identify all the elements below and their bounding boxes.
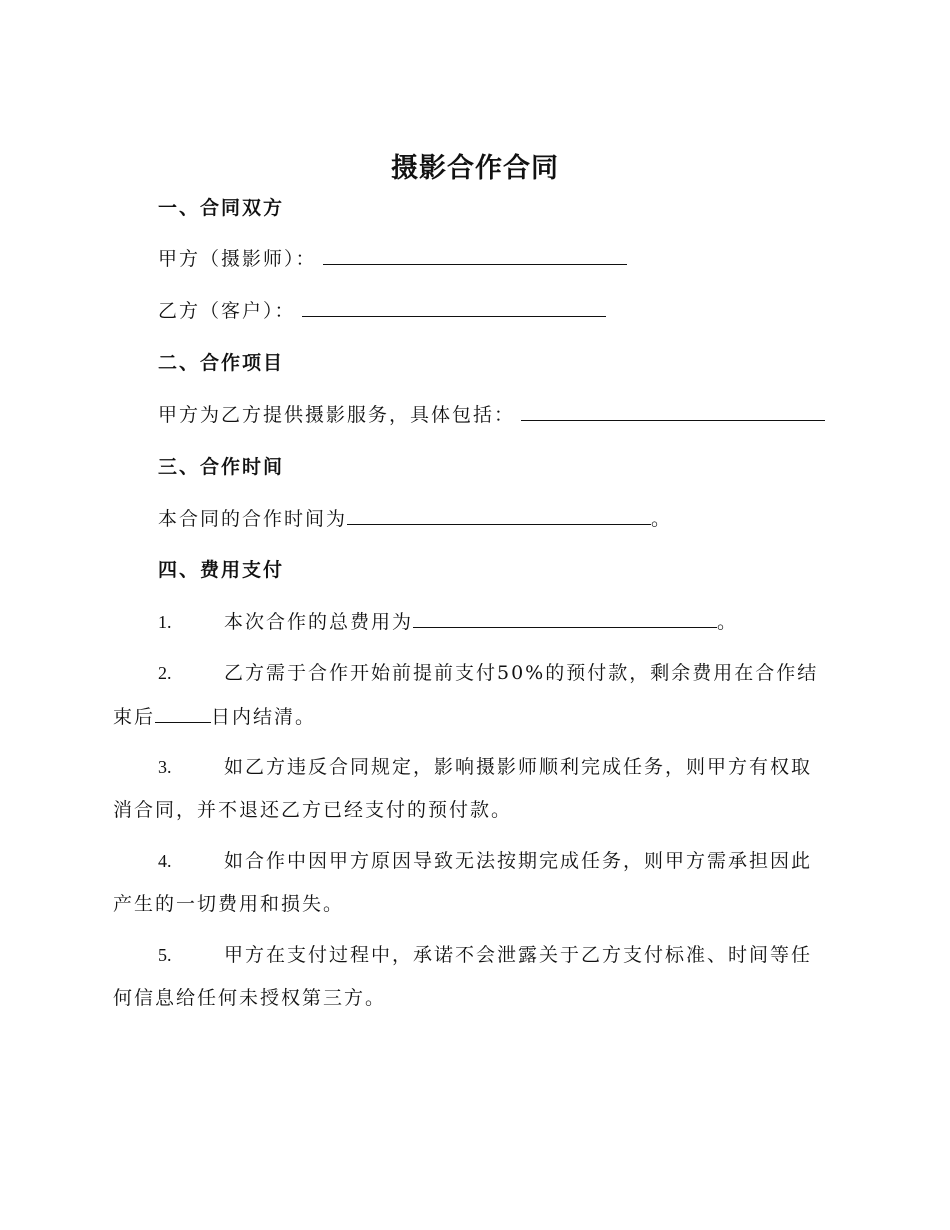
section-heading-time: 三、合作时间 [158,456,285,478]
total-fee-blank[interactable] [413,609,717,628]
time-line [158,506,672,532]
project-line [158,402,825,428]
item-number: 5. [158,945,172,965]
item-2-text-before: 束后 [113,706,156,728]
payment-item-2-line-1 [158,660,818,686]
item-number: 2. [158,663,172,683]
item-4-line-1-text: 如合作中因甲方原因导致无法按期完成任务，则甲方需承担因此 [224,850,813,872]
document-title: 摄影合作合同 [391,153,559,184]
party-a-blank[interactable] [323,246,627,265]
payment-item-5-line-1 [158,942,812,968]
item-number: 4. [158,851,172,871]
payment-item-4-line-1 [158,848,812,874]
party-a-line [158,246,627,272]
payment-item-1 [158,609,738,635]
party-a-label: 甲方（摄影师）： [158,248,317,270]
payment-item-3-line-1 [158,754,812,780]
item-1-text-after: 。 [717,611,739,633]
party-b-label: 乙方（客户）： [158,300,296,322]
settlement-days-blank[interactable] [155,704,211,723]
item-2-text-after: 日内结清。 [211,706,317,728]
party-b-line [158,298,606,324]
time-text-after: 。 [651,508,673,530]
item-1-text-before: 本次合作的总费用为 [224,611,414,633]
item-number: 3. [158,757,172,777]
item-2-line-1-text: 乙方需于合作开始前提前支付50%的预付款，剩余费用在合作结 [224,662,819,684]
time-blank[interactable] [347,506,651,525]
section-heading-parties: 一、合同双方 [158,197,285,219]
payment-item-2-line-2 [113,704,316,730]
item-number: 1. [158,612,172,632]
time-text-before: 本合同的合作时间为 [158,508,348,530]
section-heading-payment: 四、费用支付 [158,559,285,581]
project-text: 甲方为乙方提供摄影服务，具体包括： [158,404,516,426]
section-heading-project: 二、合作项目 [158,352,285,374]
project-blank[interactable] [521,402,825,421]
payment-item-4-line-2: 产生的一切费用和损失。 [113,893,345,915]
payment-item-5-line-2: 何信息给任何未授权第三方。 [113,987,387,1009]
payment-item-3-line-2: 消合同，并不退还乙方已经支付的预付款。 [113,799,513,821]
party-b-blank[interactable] [302,298,606,317]
item-5-line-1-text: 甲方在支付过程中，承诺不会泄露关于乙方支付标准、时间等任 [224,944,813,966]
item-3-line-1-text: 如乙方违反合同规定，影响摄影师顺利完成任务，则甲方有权取 [224,756,813,778]
